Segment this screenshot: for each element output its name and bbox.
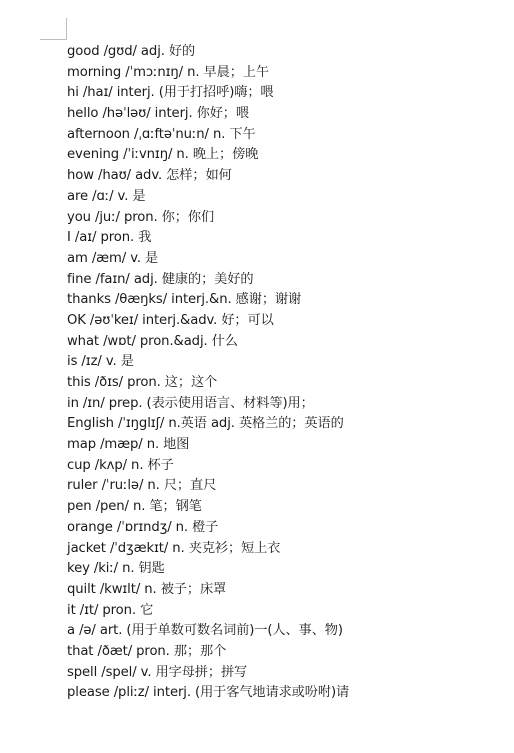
vocabulary-entry: jacket /ˈdʒækɪt/ n. 夹克衫；短上衣 <box>67 540 281 556</box>
vocabulary-entry: fine /faɪn/ adj. 健康的；美好的 <box>67 271 254 287</box>
vocabulary-list <box>67 42 507 704</box>
vocabulary-entry: in /ɪn/ prep. (表示使用语言、材料等)用； <box>67 395 314 411</box>
vocabulary-entry: orange /ˈɒrɪndʒ/ n. 橙子 <box>67 519 219 535</box>
vocabulary-entry: OK /əʊˈkeɪ/ interj.&adv. 好；可以 <box>67 312 274 328</box>
vocabulary-entry: afternoon /ˌɑːftəˈnuːn/ n. 下午 <box>67 126 256 142</box>
vocabulary-entry: cup /kʌp/ n. 杯子 <box>67 457 174 473</box>
vocabulary-entry: a /ə/ art. (用于单数可数名词前)一(人、事、物) <box>67 623 343 639</box>
vocabulary-entry: spell /spel/ v. 用字母拼；拼写 <box>67 664 248 680</box>
vocabulary-entry: ruler /ˈruːlə/ n. 尺；直尺 <box>67 478 217 494</box>
vocabulary-entry: how /haʊ/ adv. 怎样；如何 <box>67 168 232 184</box>
margin-corner-mark <box>40 18 67 40</box>
vocabulary-entry: hi /haɪ/ interj. (用于打招呼)嗨；喂 <box>67 85 274 101</box>
vocabulary-entry: pen /pen/ n. 笔；钢笔 <box>67 499 202 515</box>
vocabulary-entry: thanks /θæŋks/ interj.&n. 感谢；谢谢 <box>67 292 302 308</box>
vocabulary-entry: it /ɪt/ pron. 它 <box>67 602 154 618</box>
vocabulary-entry: please /pliːz/ interj. (用于客气地请求或吩咐)请 <box>67 685 350 701</box>
vocabulary-entry: I /aɪ/ pron. 我 <box>67 230 152 246</box>
vocabulary-entry: that /ðæt/ pron. 那；那个 <box>67 643 227 659</box>
vocabulary-entry: key /kiː/ n. 钥匙 <box>67 561 165 577</box>
vocabulary-entry: quilt /kwɪlt/ n. 被子；床罩 <box>67 581 227 597</box>
vocabulary-entry: what /wɒt/ pron.&adj. 什么 <box>67 333 238 349</box>
vocabulary-entry: am /æm/ v. 是 <box>67 250 159 266</box>
vocabulary-entry: are /ɑː/ v. 是 <box>67 188 146 204</box>
vocabulary-entry: hello /həˈləʊ/ interj. 你好；喂 <box>67 106 249 122</box>
vocabulary-entry: evening /ˈiːvnɪŋ/ n. 晚上；傍晚 <box>67 147 259 163</box>
vocabulary-entry: map /mæp/ n. 地图 <box>67 437 190 453</box>
vocabulary-entry: is /ɪz/ v. 是 <box>67 354 134 370</box>
vocabulary-entry: English /ˈɪŋglɪʃ/ n.英语 adj. 英格兰的；英语的 <box>67 416 344 432</box>
vocabulary-entry: you /juː/ pron. 你；你们 <box>67 209 215 225</box>
vocabulary-entry: good /gʊd/ adj. 好的 <box>67 44 196 59</box>
vocabulary-entry: morning /ˈmɔːnɪŋ/ n. 早晨；上午 <box>67 64 269 80</box>
vocabulary-entry: this /ðɪs/ pron. 这；这个 <box>67 375 218 390</box>
